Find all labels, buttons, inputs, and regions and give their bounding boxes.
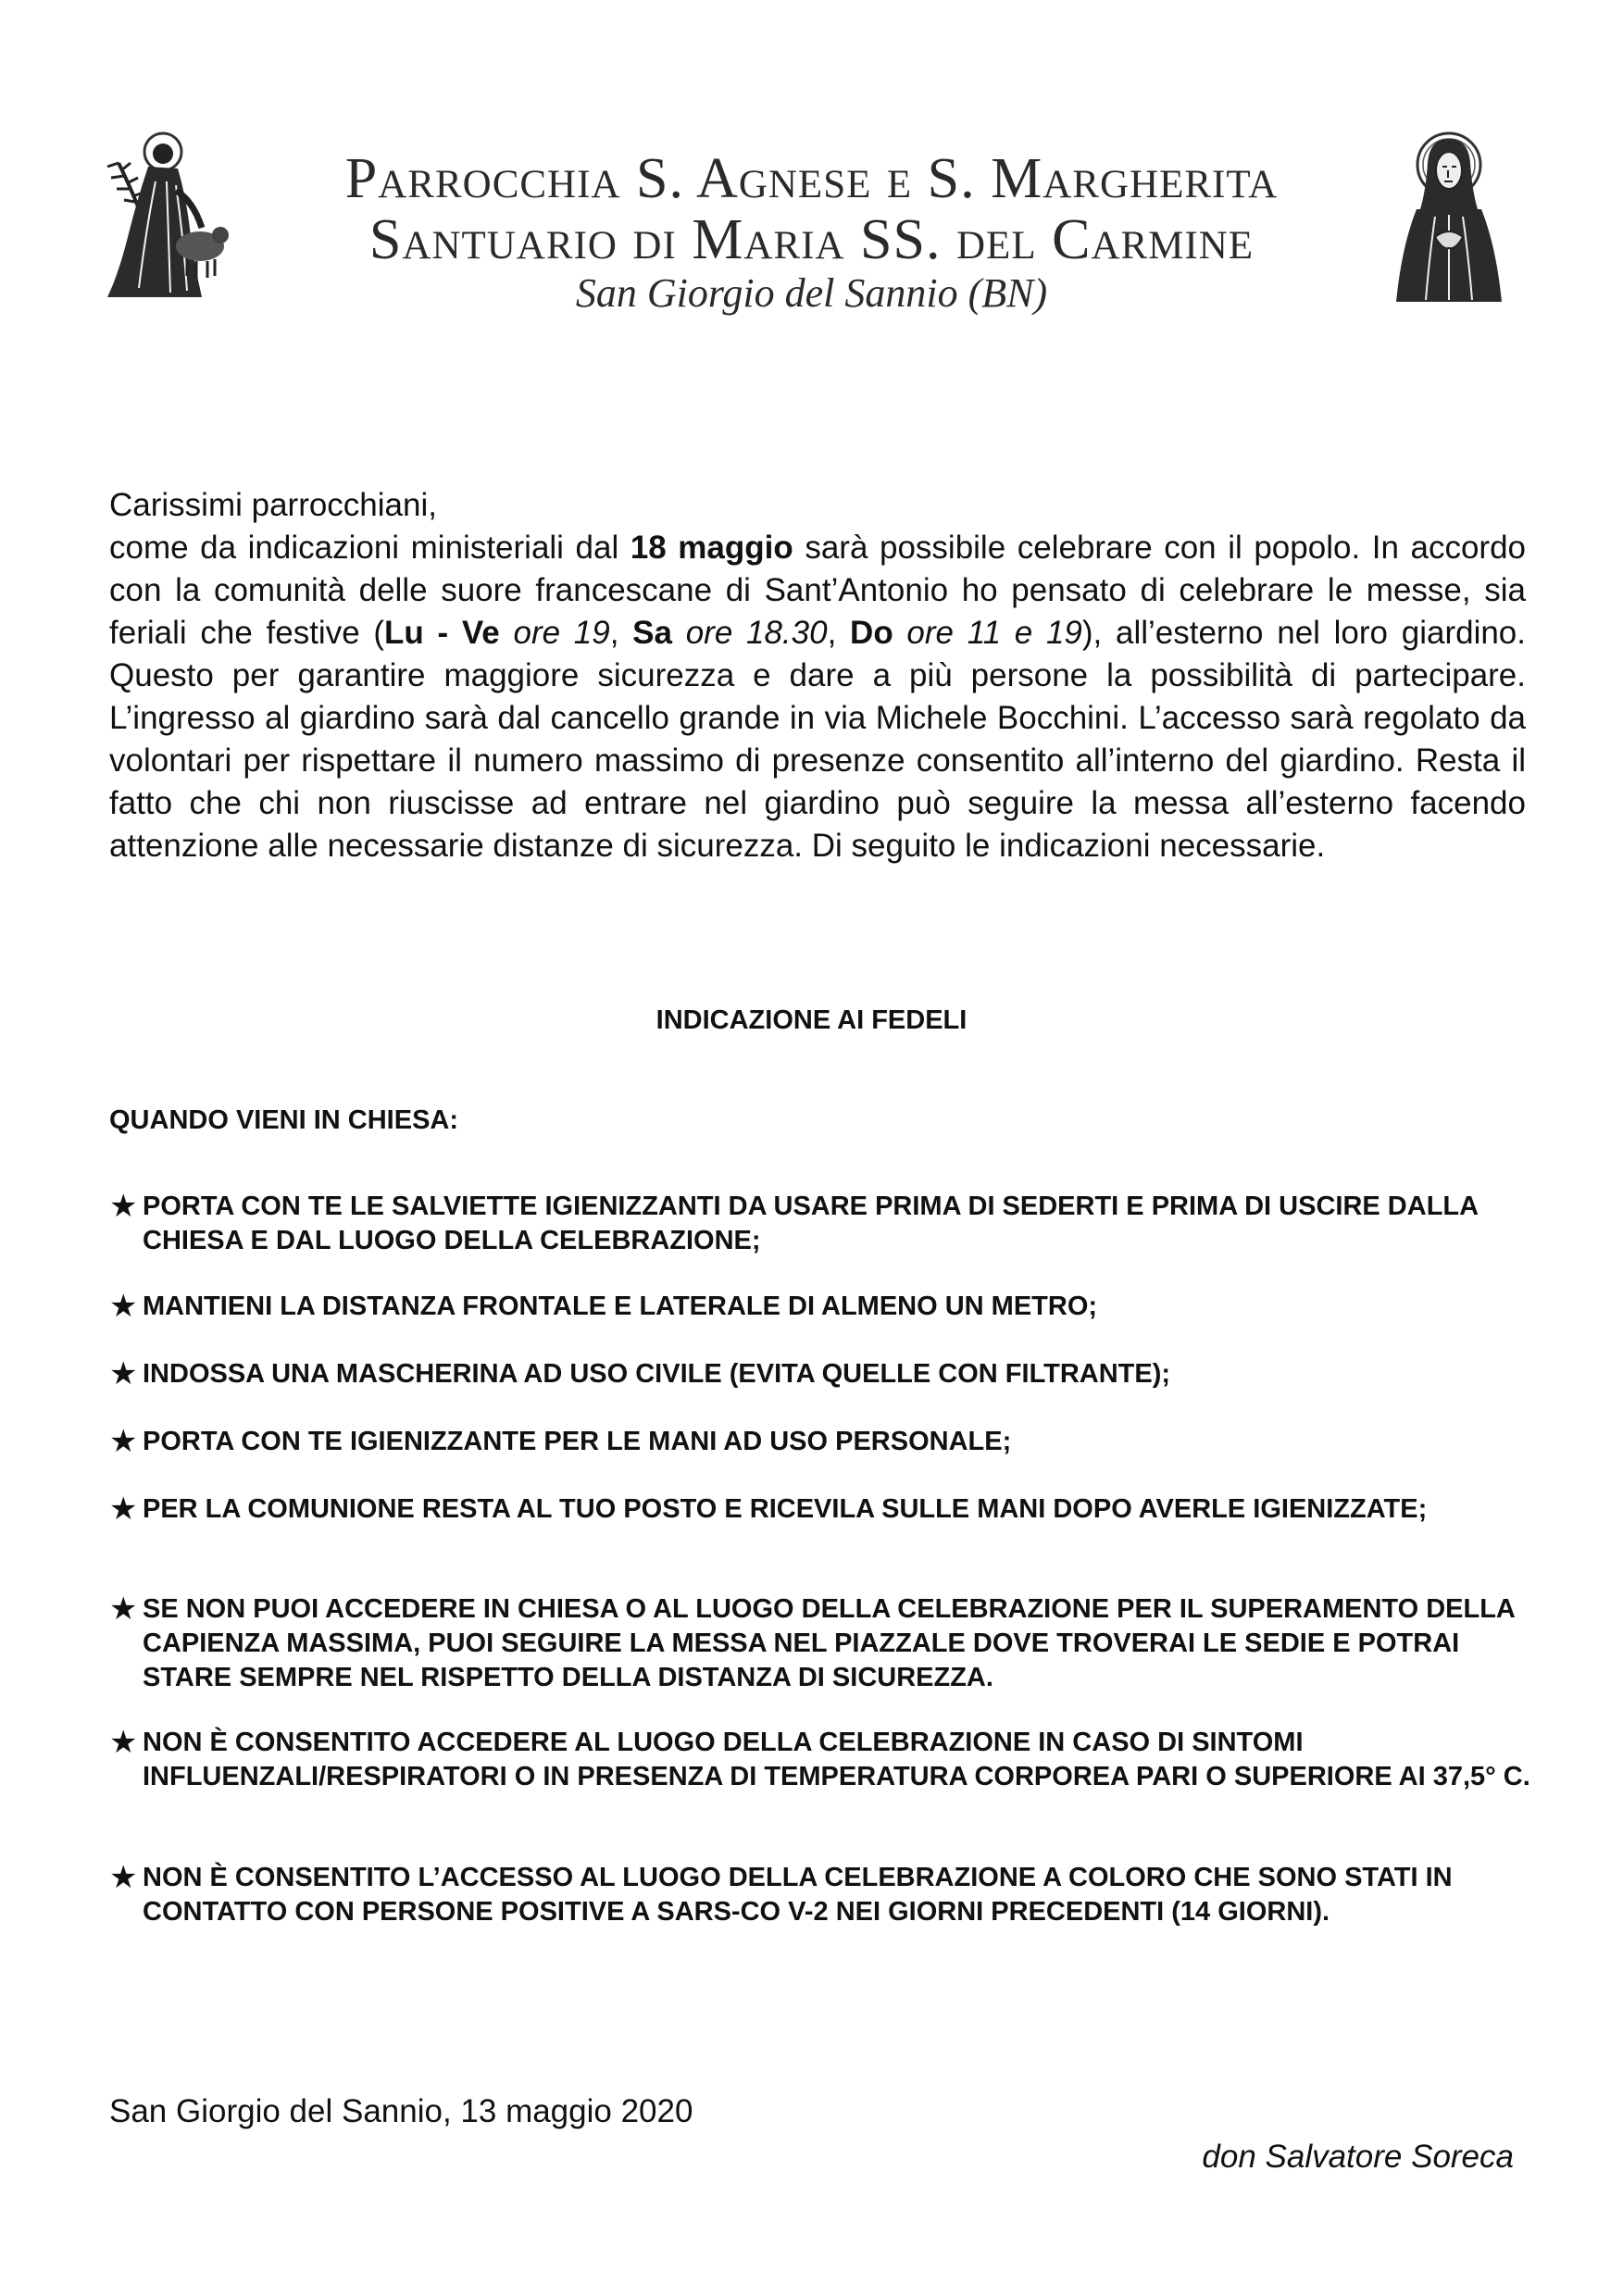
list-item (109, 1492, 1554, 1527)
town-name: San Giorgio del Sannio (BN) (575, 270, 1048, 316)
instructions-subtitle: QUANDO VIENI IN CHIESA: (109, 1105, 459, 1135)
instructions-title: INDICAZIONE AI FEDELI (655, 1005, 968, 1035)
star-bullet-icon: ★ (109, 1591, 138, 1627)
start-date: 18 maggio (630, 530, 793, 566)
separator-1: , (609, 615, 633, 651)
rule-text: MANTIENI LA DISTANZA FRONTALE E LATERALE DI ALMENO UN METRO; (143, 1292, 1098, 1321)
star-bullet-icon: ★ (109, 1356, 138, 1391)
sunday-time: ore 11 e 19 (893, 615, 1082, 651)
weekday-label: Lu - Ve (384, 615, 500, 651)
star-bullet-icon: ★ (109, 1424, 138, 1459)
list-item (109, 1290, 1554, 1324)
separator-2: , (827, 615, 851, 651)
list-item (109, 1861, 1554, 1929)
list-item (109, 1726, 1554, 1794)
intro-text-2: sarà possibile celebrare con il popolo. In accordo con la comunità delle suore francescane di Sant’Antonio ho pensato di celebrare le messe, sia feriali che festive ( (109, 530, 1527, 651)
intro-paragraph (109, 527, 1526, 867)
saturday-label: Sa (632, 615, 672, 651)
list-item (109, 1190, 1554, 1258)
place-and-date: San Giorgio del Sannio, 13 maggio 2020 (109, 2093, 693, 2129)
sanctuary-name: Santuario di Maria SS. del Carmine (368, 208, 1255, 271)
rule-text: SE NON PUOI ACCEDERE IN CHIESA O AL LUOGO DELLA CELEBRAZIONE PER IL SUPERAMENTO DELLA CAPIENZA MASSIMA, PUOI SEGUIRE LA MESSA NEL PIAZZALE DOVE TROVERAI LE SEDIE E POTRAI STARE SEMPRE NEL RISPETTO DELLA DISTANZA DI SICUREZZA. (143, 1594, 1515, 1692)
rule-text: PORTA CON TE IGIENIZZANTE PER LE MANI AD USO PERSONALE; (143, 1427, 1012, 1456)
rule-text: INDOSSA UNA MASCHERINA AD USO CIVILE (EVITA QUELLE CON FILTRANTE); (143, 1359, 1171, 1389)
list-item (109, 1592, 1554, 1695)
rule-text: PER LA COMUNIONE RESTA AL TUO POSTO E RICEVILA SULLE MANI DOPO AVERLE IGIENIZZATE; (143, 1494, 1428, 1524)
sunday-label: Do (850, 615, 893, 651)
saint-margherita-engraving-icon (1389, 126, 1509, 304)
star-bullet-icon: ★ (109, 1289, 138, 1324)
parish-letterhead (0, 0, 1623, 370)
rule-text: NON È CONSENTITO L’ACCESSO AL LUOGO DELLA CELEBRAZIONE A COLORO CHE SONO STATI IN CONTATTO CON PERSONE POSITIVE A SARS-CO V-2 NEI GIORNI PRECEDENTI (14 GIORNI). (143, 1863, 1453, 1927)
saturday-time: ore 18.30 (671, 615, 828, 651)
intro-text-3: ), all’esterno nel loro giardino. Questo per garantire maggiore sicurezza e dare a più persone la possibilità di partecipare. L’ingresso al giardino sarà dal cancello grande in via Michele Bocchini. L’accesso sarà regolato da volontari per rispettare il numero massimo di presenze consentito all’interno del giardino. Resta il fatto che chi non riuscisse ad entrare nel giardino può seguire la messa all’esterno facendo attenzione alle necessarie distanze di sicurezza. Di seguito le indicazioni necessarie. (109, 615, 1526, 864)
list-item (109, 1425, 1554, 1459)
rule-text: NON È CONSENTITO ACCEDERE AL LUOGO DELLA CELEBRAZIONE IN CASO DI SINTOMI INFLUENZALI/RESPIRATORI O IN PRESENZA DI TEMPERATURA CORPOREA PARI O SUPERIORE AI 37,5° C. (143, 1728, 1530, 1791)
weekday-time: ore 19 (499, 615, 610, 651)
star-bullet-icon: ★ (109, 1189, 138, 1224)
intro-text-1: come da indicazioni ministeriali dal (109, 530, 630, 566)
star-bullet-icon: ★ (109, 1491, 138, 1527)
star-bullet-icon: ★ (109, 1860, 138, 1895)
salutation: Carissimi parrocchiani, (109, 487, 437, 523)
signature: don Salvatore Soreca (1202, 2139, 1514, 2175)
list-item (109, 1357, 1554, 1391)
rule-text: PORTA CON TE LE SALVIETTE IGIENIZZANTI DA USARE PRIMA DI SEDERTI E PRIMA DI USCIRE DALLA CHIESA E DAL LUOGO DELLA CELEBRAZIONE; (143, 1192, 1478, 1255)
star-bullet-icon: ★ (109, 1725, 138, 1760)
parish-name: Parrocchia S. Agnese e S. Margherita (344, 147, 1279, 210)
